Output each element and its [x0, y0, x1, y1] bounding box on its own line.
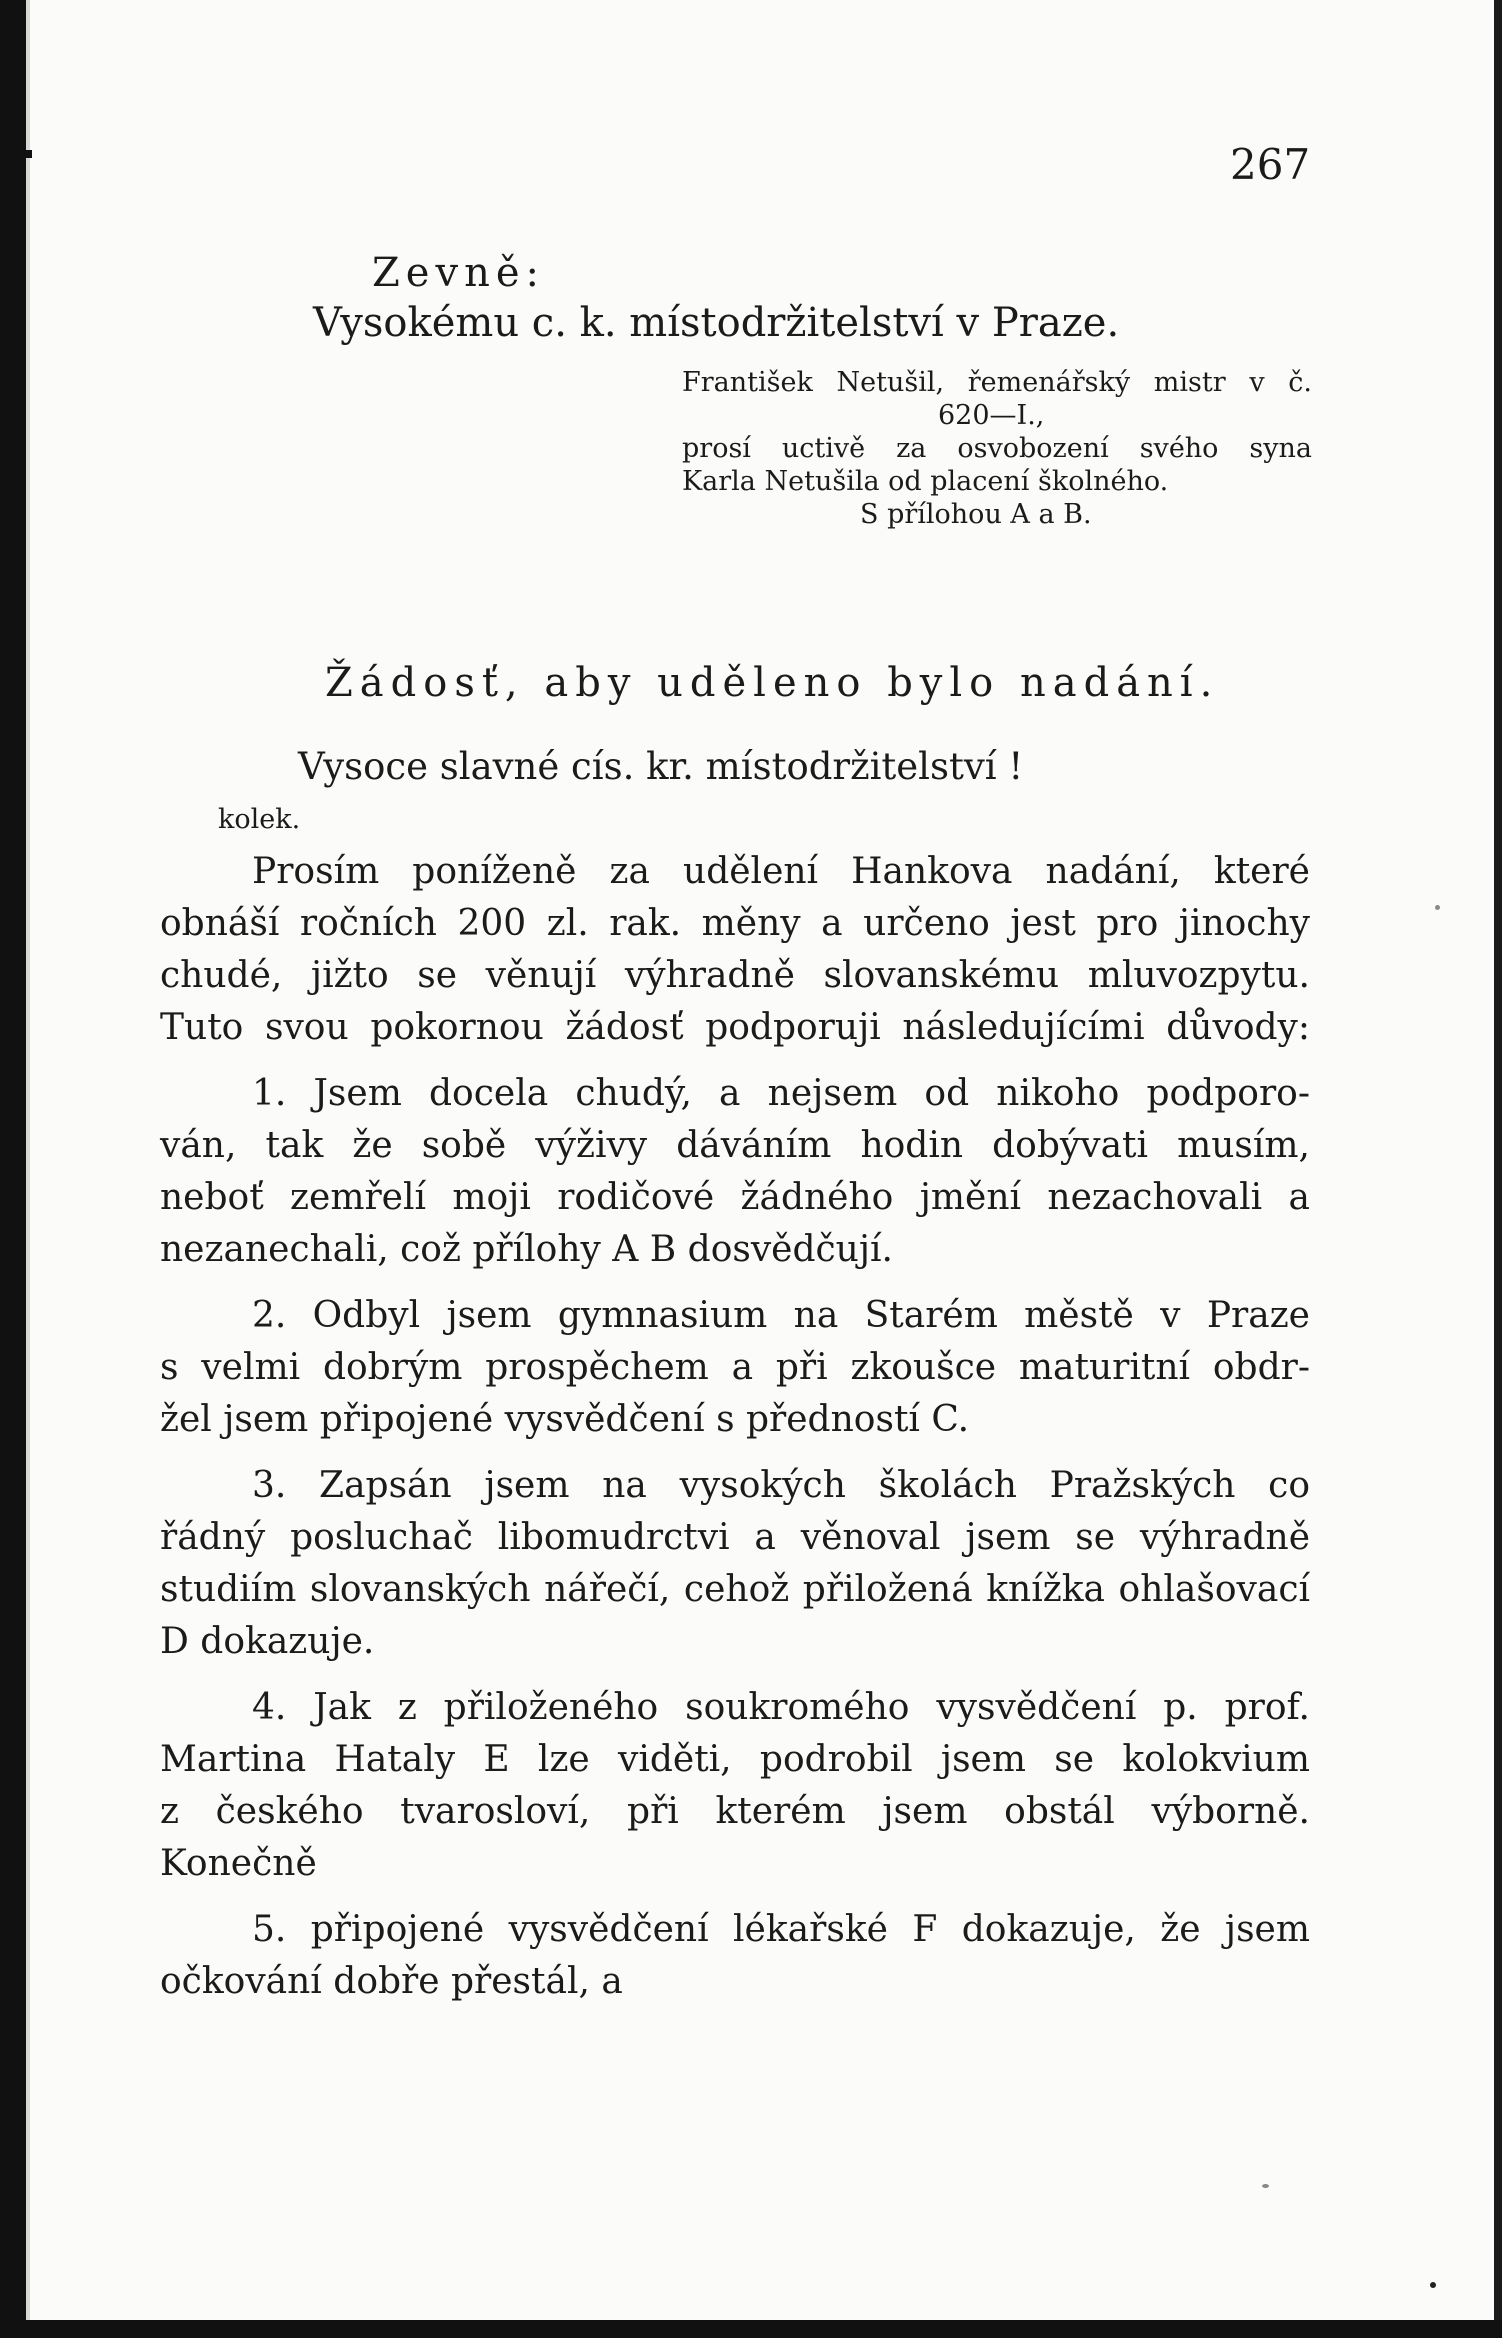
addressee-line: Vysokému c. k. místodržitelství v Praze. — [313, 300, 1120, 346]
body-line: Konečně — [160, 1843, 317, 1884]
sender-line: prosí uctivě za osvobození svého syna — [682, 433, 1312, 464]
sender-block — [682, 366, 1312, 531]
paper-speck — [1430, 2282, 1436, 2288]
body-line: neboť zemřelí moji rodičové žádného jmění nezachovali a — [160, 1177, 1310, 1218]
body-line: 4. Jak z přiloženého soukromého vysvědčení p. prof. — [252, 1687, 1310, 1728]
paper-speck — [1262, 2184, 1269, 2188]
paragraph-point-5 — [160, 1904, 1310, 2008]
outside-label: Zevně: — [372, 250, 545, 296]
binding-highlight — [26, 0, 30, 2338]
body-line: D dokazuje. — [160, 1621, 375, 1662]
body-line: 3. Zapsán jsem na vysokých školách Pražských co — [252, 1465, 1310, 1506]
body-line: očkování dobře přestál, a — [160, 1961, 623, 2002]
page-number: 267 — [1230, 140, 1311, 189]
paper-speck — [1435, 905, 1440, 910]
sender-line: 620—I., — [938, 400, 1045, 431]
bottom-page-edge — [26, 2320, 1502, 2338]
body-line: Martina Hataly E lze viděti, podrobil jsem se kolokvium — [160, 1739, 1310, 1780]
body-line: 5. připojené vysvědčení lékařské F dokazuje, že jsem — [252, 1909, 1310, 1950]
body-line: Prosím poníženě za udělení Hankova nadání, které — [252, 851, 1310, 892]
sender-line: Karla Netušila od placení školného. — [682, 466, 1169, 497]
body-line: chudé, jižto se věnují výhradně slovanskému mluvozpytu. — [160, 955, 1310, 996]
body-line: nezanechali, což přílohy A B dosvědčují. — [160, 1229, 893, 1270]
stamp-note: kolek. — [218, 804, 301, 835]
paragraph-point-3 — [160, 1460, 1310, 1668]
body-line: studiím slovanských nářečí, cehož přiložená knížka ohlašovací — [160, 1569, 1310, 1610]
body-line: s velmi dobrým prospěchem a při zkoušce maturitní obdr- — [160, 1347, 1310, 1388]
request-title: Žádosť, aby uděleno bylo nadání. — [325, 660, 1220, 706]
right-page-edge — [1494, 0, 1502, 2338]
paragraph-intro — [160, 846, 1310, 1054]
body-line: 2. Odbyl jsem gymnasium na Starém městě v Praze — [252, 1295, 1310, 1336]
salutation: Vysoce slavné cís. kr. místodržitelství ! — [298, 745, 1024, 788]
paragraph-point-2 — [160, 1290, 1310, 1446]
binding-notch — [20, 150, 32, 158]
paragraph-point-4 — [160, 1682, 1310, 1890]
letter-body — [160, 846, 1310, 2008]
body-line: žel jsem připojené vysvědčení s předností C. — [160, 1399, 970, 1440]
body-line: 1. Jsem docela chudý, a nejsem od nikoho podporo- — [252, 1073, 1310, 1114]
sender-line: František Netušil, řemenářský mistr v č. — [682, 367, 1312, 398]
body-line: řádný posluchač libomudrctvi a věnoval jsem se výhradně — [160, 1517, 1310, 1558]
body-line: z českého tvarosloví, při kterém jsem obstál výborně. — [160, 1791, 1310, 1832]
body-line: Tuto svou pokornou žádosť podporuji následujícími důvody: — [160, 1007, 1310, 1048]
sender-line: S přílohou A a B. — [860, 499, 1092, 530]
binding-shadow — [0, 0, 26, 2338]
body-line: ván, tak že sobě výživy dáváním hodin dobývati musím, — [160, 1125, 1310, 1166]
paragraph-point-1 — [160, 1068, 1310, 1276]
body-line: obnáší ročních 200 zl. rak. měny a určeno jest pro jinochy — [160, 903, 1310, 944]
